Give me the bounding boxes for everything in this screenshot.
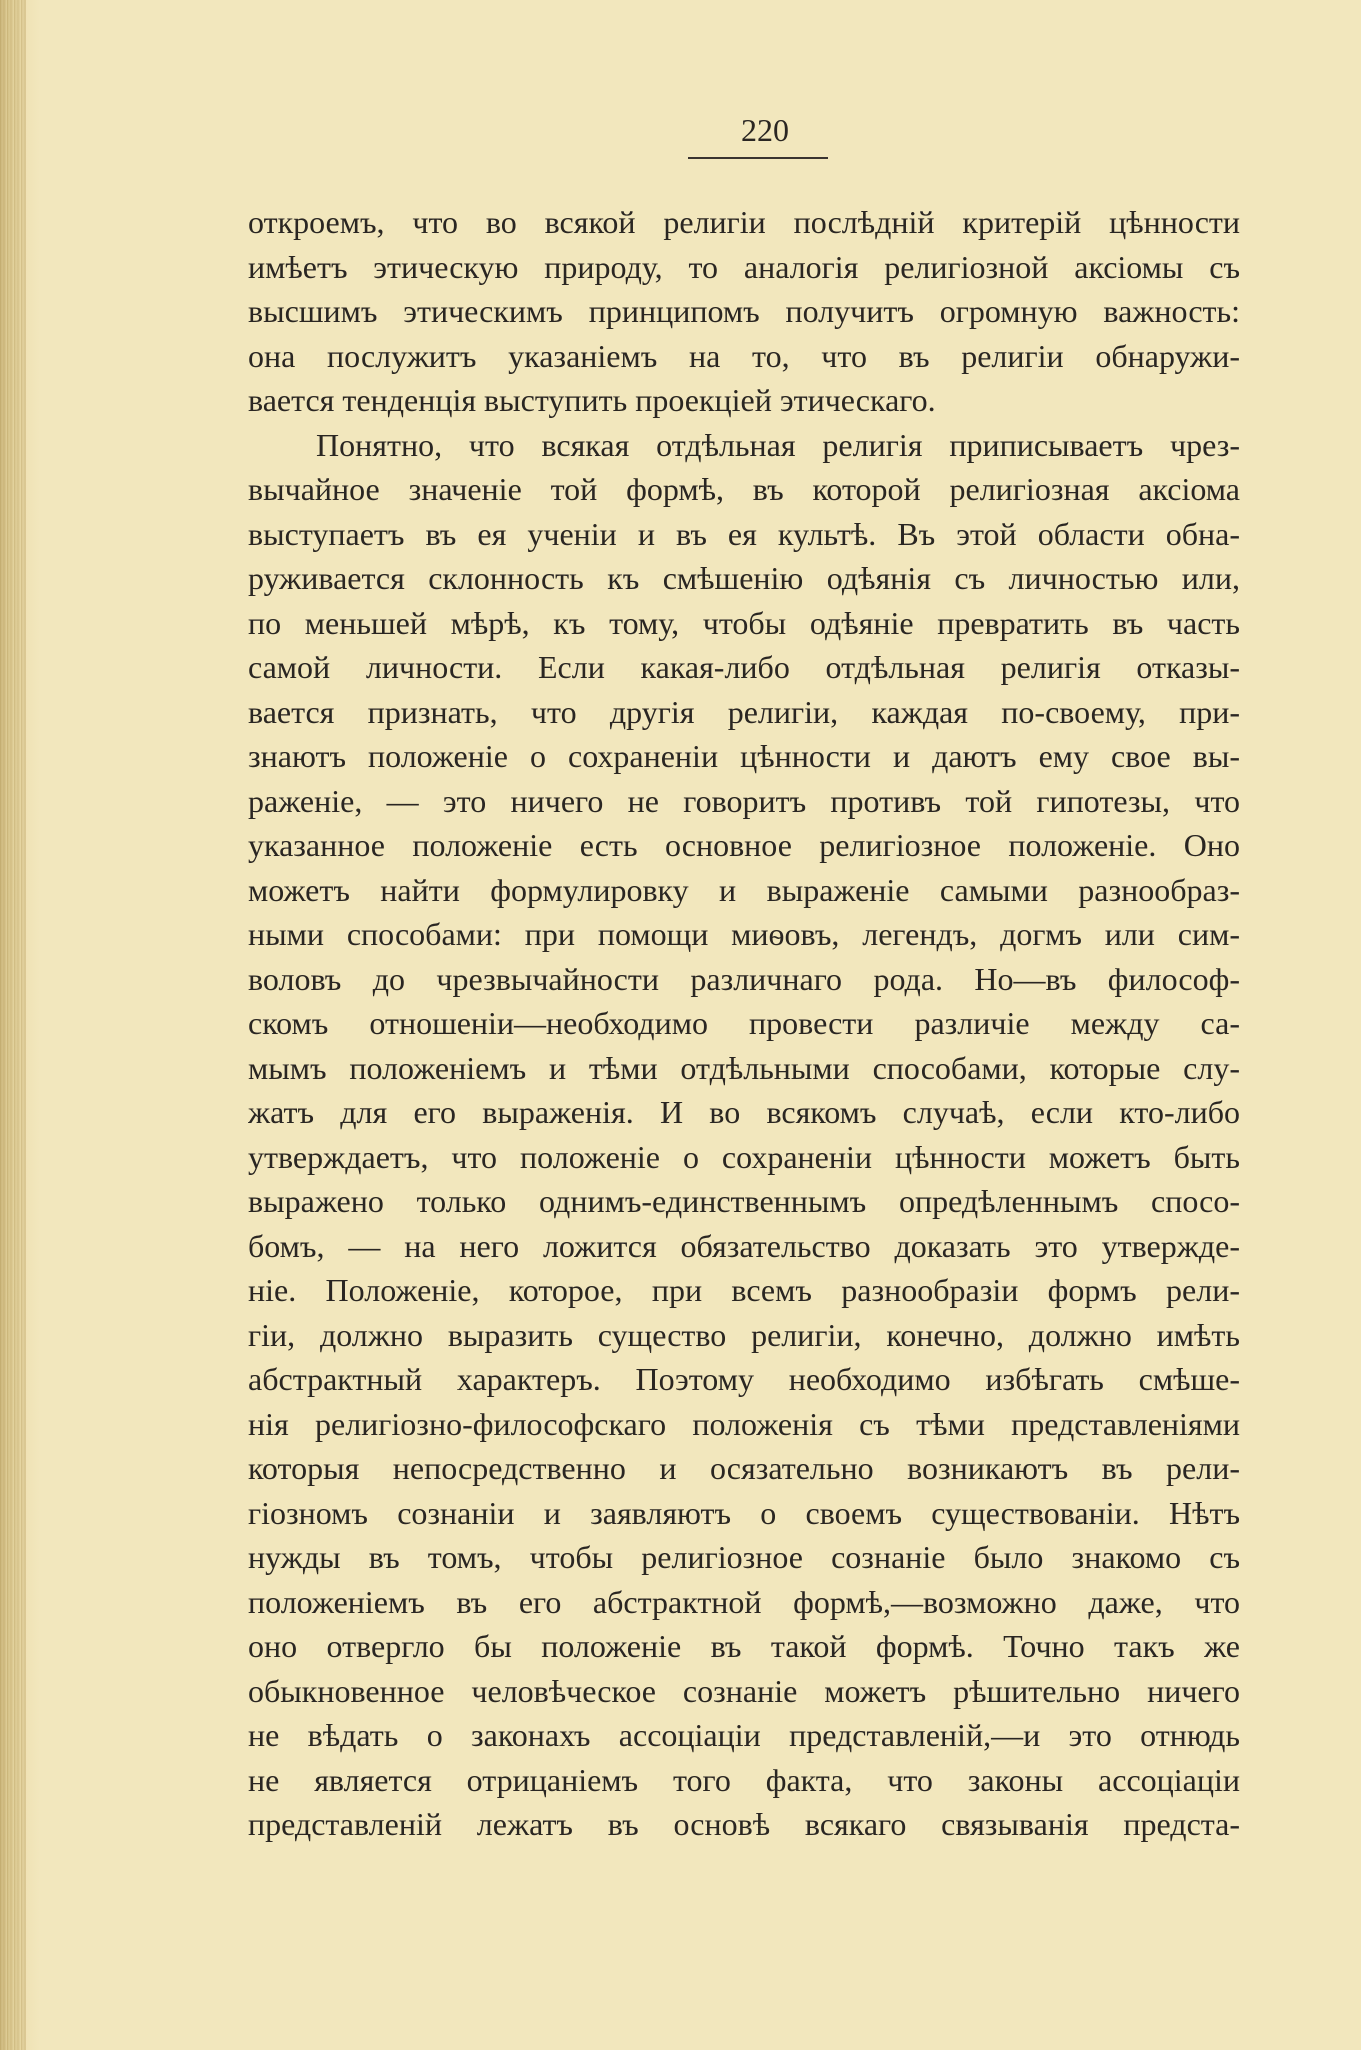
text-line: скомъ отношеніи—необходимо провести различіе между са- (248, 1005, 1240, 1041)
text-line: указанное положеніе есть основное религіозное положеніе. Оно (248, 827, 1240, 863)
text-line: откроемъ, что во всякой религіи послѣдній критерій цѣнности (248, 204, 1240, 240)
text-line: Понятно, что всякая отдѣльная религія приписываетъ чрез- (316, 426, 1240, 463)
text-line: утверждаетъ, что положеніе о сохраненіи цѣнности можетъ быть (248, 1138, 1240, 1175)
text-line: выражено только однимъ-единственнымъ опредѣленнымъ спосо- (248, 1183, 1240, 1219)
text-line: она послужитъ указаніемъ на то, что въ религіи обнаружи- (248, 337, 1240, 374)
header-rule (688, 157, 828, 159)
page-number: 220 (741, 112, 789, 148)
text-line: не вѣдать о законахъ ассоціаціи представленій,—и это отнюдь (248, 1717, 1240, 1753)
text-line: вается тенденція выступить проекціей этическаго. (248, 382, 936, 418)
text-line: вается признать, что другія религіи, каждая по-своему, при- (248, 693, 1240, 730)
text-line: нужды въ томъ, чтобы религіозное сознаніе было знакомо съ (248, 1539, 1240, 1575)
body-text (248, 200, 1240, 1847)
text-line: жатъ для его выраженія. И во всякомъ случаѣ, если кто-либо (248, 1094, 1240, 1130)
text-line: мымъ положеніемъ и тѣми отдѣльными способами, которые слу- (248, 1049, 1240, 1086)
text-line: гіи, должно выразить существо религіи, конечно, должно имѣть (248, 1316, 1240, 1353)
text-line: ніе. Положеніе, которое, при всемъ разнообразіи формъ рели- (248, 1272, 1240, 1308)
text-line: гіозномъ сознаніи и заявляютъ о своемъ существованіи. Нѣтъ (248, 1494, 1240, 1531)
text-line: бомъ, — на него ложится обязательство доказать это утвержде- (248, 1227, 1240, 1264)
text-line: имѣетъ этическую природу, то аналогія религіозной аксіомы съ (248, 248, 1240, 285)
text-line: высшимъ этическимъ принципомъ получитъ огромную важность: (248, 293, 1240, 329)
text-line: которыя непосредственно и осязательно возникаютъ въ рели- (248, 1450, 1240, 1486)
text-line: вычайное значеніе той формѣ, въ которой религіозная аксіома (248, 471, 1240, 507)
text-line: ными способами: при помощи миѳовъ, легендъ, догмъ или сим- (248, 916, 1240, 952)
text-line: абстрактный характеръ. Поэтому необходимо избѣгать смѣше- (248, 1361, 1240, 1397)
text-line: можетъ найти формулировку и выраженіе самыми разнообраз- (248, 871, 1240, 908)
text-line: самой личности. Если какая-либо отдѣльная религія отказы- (248, 649, 1240, 685)
text-line: не является отрицаніемъ того факта, что законы ассоціаціи (248, 1761, 1240, 1798)
text-line: положеніемъ въ его абстрактной формѣ,—возможно даже, что (248, 1583, 1240, 1620)
text-line: знаютъ положеніе о сохраненіи цѣнности и даютъ ему свое вы- (248, 738, 1240, 774)
text-line: обыкновенное человѣческое сознаніе можетъ рѣшительно ничего (248, 1672, 1240, 1709)
text-line: оно отвергло бы положеніе въ такой формѣ. Точно такъ же (248, 1628, 1240, 1664)
text-line: выступаетъ въ ея ученіи и въ ея культѣ. Въ этой области обна- (248, 515, 1240, 552)
text-line: руживается склонность къ смѣшенію одѣянія съ личностью или, (248, 560, 1240, 596)
text-line: по меньшей мѣрѣ, къ тому, чтобы одѣяніе превратить въ часть (248, 604, 1240, 641)
binding-edge (0, 0, 26, 2050)
text-line: представленій лежатъ въ основѣ всякаго связыванія предста- (248, 1806, 1240, 1842)
text-line: раженіе, — это ничего не говоритъ противъ той гипотезы, что (248, 782, 1240, 819)
text-line: воловъ до чрезвычайности различнаго рода. Но—въ философ- (248, 960, 1240, 997)
text-line: нія религіозно-философскаго положенія съ тѣми представленіями (248, 1405, 1240, 1442)
